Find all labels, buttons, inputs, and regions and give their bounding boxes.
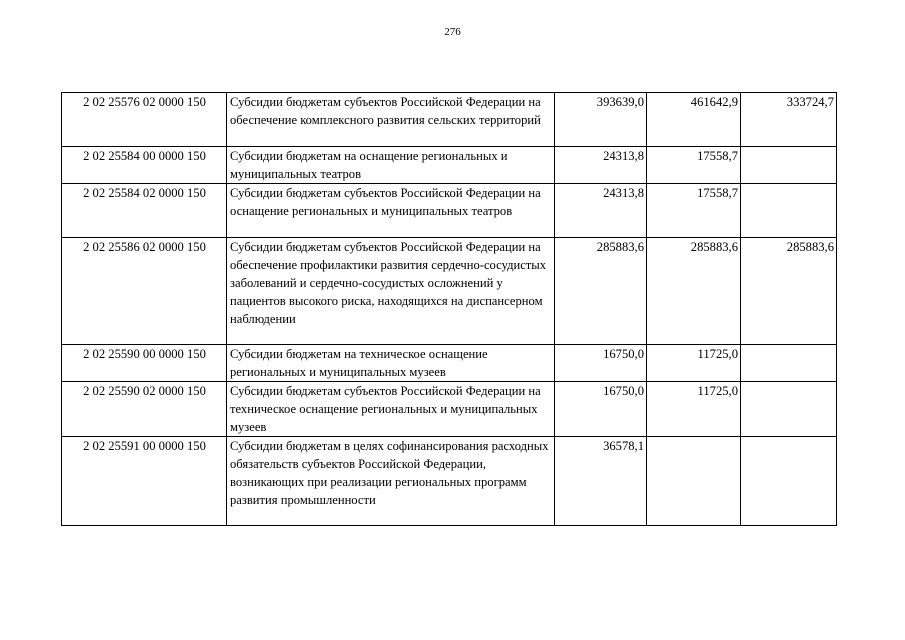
table-row xyxy=(62,345,837,382)
value-col-2 xyxy=(647,437,741,526)
budget-code: 2 02 25584 00 0000 150 xyxy=(62,147,227,184)
budget-code: 2 02 25584 02 0000 150 xyxy=(62,184,227,238)
value-col-1: 16750,0 xyxy=(555,382,647,437)
budget-code: 2 02 25591 00 0000 150 xyxy=(62,437,227,526)
value-col-2: 461642,9 xyxy=(647,93,741,147)
page-number: 276 xyxy=(444,26,461,38)
value-col-1: 24313,8 xyxy=(555,184,647,238)
value-col-3 xyxy=(741,184,837,238)
budget-code: 2 02 25576 02 0000 150 xyxy=(62,93,227,147)
value-col-2: 11725,0 xyxy=(647,345,741,382)
budget-code: 2 02 25586 02 0000 150 xyxy=(62,238,227,345)
row-description: Субсидии бюджетам на оснащение региональных и муниципальных театров xyxy=(227,147,555,184)
value-col-2: 11725,0 xyxy=(647,382,741,437)
row-description: Субсидии бюджетам субъектов Российской Федерации на обеспечение профилактики развития сердечно-сосудистых заболеваний и сердечно-сосудистых осложнений у пациентов высокого риска, находящихся на диспансерном наблюдении xyxy=(227,238,555,345)
budget-code: 2 02 25590 02 0000 150 xyxy=(62,382,227,437)
value-col-1: 24313,8 xyxy=(555,147,647,184)
value-col-3 xyxy=(741,147,837,184)
value-col-3: 285883,6 xyxy=(741,238,837,345)
budget-code: 2 02 25590 00 0000 150 xyxy=(62,345,227,382)
row-description: Субсидии бюджетам субъектов Российской Федерации на обеспечение комплексного развития сельских территорий xyxy=(227,93,555,147)
value-col-3: 333724,7 xyxy=(741,93,837,147)
row-description: Субсидии бюджетам субъектов Российской Федерации на техническое оснащение региональных и муниципальных музеев xyxy=(227,382,555,437)
row-description: Субсидии бюджетам в целях софинансирования расходных обязательств субъектов Российской Федерации, возникающих при реализации региональных программ развития промышленности xyxy=(227,437,555,526)
value-col-3 xyxy=(741,345,837,382)
budget-table xyxy=(61,92,837,526)
value-col-1: 36578,1 xyxy=(555,437,647,526)
value-col-1: 285883,6 xyxy=(555,238,647,345)
table-row xyxy=(62,437,837,526)
table-row xyxy=(62,93,837,147)
value-col-2: 17558,7 xyxy=(647,147,741,184)
value-col-1: 16750,0 xyxy=(555,345,647,382)
table-row xyxy=(62,382,837,437)
row-description: Субсидии бюджетам субъектов Российской Федерации на оснащение региональных и муниципальных театров xyxy=(227,184,555,238)
value-col-1: 393639,0 xyxy=(555,93,647,147)
value-col-3 xyxy=(741,382,837,437)
value-col-3 xyxy=(741,437,837,526)
row-description: Субсидии бюджетам на техническое оснащение региональных и муниципальных музеев xyxy=(227,345,555,382)
value-col-2: 285883,6 xyxy=(647,238,741,345)
value-col-2: 17558,7 xyxy=(647,184,741,238)
table-row xyxy=(62,147,837,184)
table-row xyxy=(62,238,837,345)
table-row xyxy=(62,184,837,238)
